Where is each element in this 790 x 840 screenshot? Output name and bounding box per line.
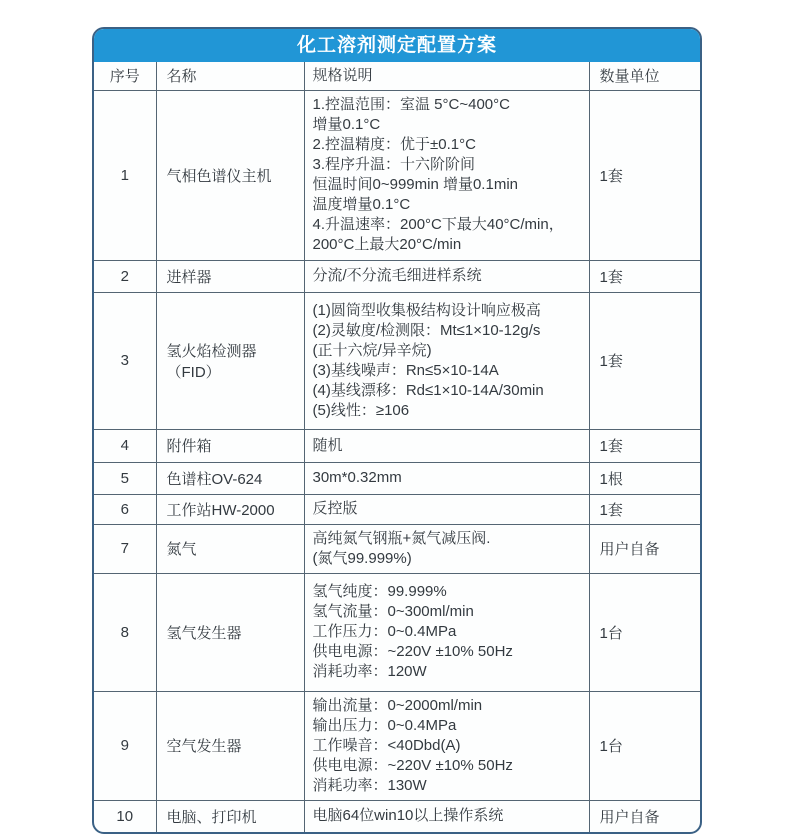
table-row bbox=[94, 800, 700, 832]
spec-line: 30m*0.32mm bbox=[312, 469, 402, 486]
item-quantity-unit: 1套 bbox=[589, 90, 700, 260]
item-name: 氢火焰检测器（FID） bbox=[156, 292, 304, 429]
spec-line: 随机 bbox=[312, 436, 343, 454]
table-row bbox=[94, 90, 700, 260]
item-specification bbox=[304, 429, 589, 462]
item-specification bbox=[304, 524, 589, 573]
spec-line: (氮气99.999%) bbox=[312, 549, 412, 567]
spec-line: 工作噪音：<40Dbd(A) bbox=[312, 736, 461, 754]
spec-line: 供电电源：~220V ±10% 50Hz bbox=[312, 643, 513, 660]
item-name: 工作站HW-2000 bbox=[156, 494, 304, 524]
row-serial-number: 7 bbox=[94, 524, 156, 573]
spec-line: 温度增量0.1°C bbox=[312, 196, 411, 213]
item-quantity-unit: 用户自备 bbox=[589, 524, 700, 573]
item-name: 氢气发生器 bbox=[156, 573, 304, 691]
item-specification bbox=[304, 800, 589, 832]
spec-line: (5)线性：≥106 bbox=[312, 401, 410, 419]
spec-line: 3.程序升温：十六阶阶间 bbox=[312, 156, 476, 173]
spec-line: 恒温时间0~999min 增量0.1min bbox=[312, 176, 518, 193]
table-row bbox=[94, 524, 700, 573]
table-row bbox=[94, 429, 700, 462]
item-quantity-unit: 1套 bbox=[589, 494, 700, 524]
spec-line: 氢气纯度：99.999% bbox=[312, 583, 447, 600]
item-specification bbox=[304, 292, 589, 429]
item-quantity-unit: 1根 bbox=[589, 462, 700, 494]
row-serial-number: 1 bbox=[94, 90, 156, 260]
header-specification: 规格说明 bbox=[304, 62, 589, 90]
spec-line: 高纯氮气钢瓶+氮气减压阀. bbox=[312, 529, 491, 547]
row-serial-number: 8 bbox=[94, 573, 156, 691]
spec-line: 电脑64位win10以上操作系统 bbox=[312, 807, 504, 825]
item-name: 进样器 bbox=[156, 260, 304, 292]
item-name: 空气发生器 bbox=[156, 691, 304, 800]
spec-line: 消耗功率：120W bbox=[312, 663, 427, 680]
item-name: 电脑、打印机 bbox=[156, 800, 304, 832]
item-specification bbox=[304, 494, 589, 524]
spec-line: 4.升温速率：200°C下最大40°C/min， bbox=[312, 216, 564, 233]
table-row bbox=[94, 260, 700, 292]
spec-line: 工作压力：0~0.4MPa bbox=[312, 623, 457, 640]
item-quantity-unit: 用户自备 bbox=[589, 800, 700, 832]
item-specification bbox=[304, 573, 589, 691]
spec-line: 消耗功率：130W bbox=[312, 776, 427, 794]
spec-line: 200°C上最大20°C/min bbox=[312, 236, 462, 253]
config-table-panel bbox=[92, 27, 702, 834]
spec-line: 1.控温范围：室温 5°C~400°C bbox=[312, 96, 510, 113]
table-row bbox=[94, 292, 700, 429]
spec-line: 增量0.1°C bbox=[312, 116, 381, 133]
item-quantity-unit: 1套 bbox=[589, 260, 700, 292]
spec-line: 反控版 bbox=[312, 500, 358, 517]
table-row bbox=[94, 494, 700, 524]
item-name: 色谱柱OV-624 bbox=[156, 462, 304, 494]
spec-line: (2)灵敏度/检测限：Mt≤1×10-12g/s bbox=[312, 321, 541, 339]
item-quantity-unit: 1套 bbox=[589, 292, 700, 429]
item-name: 附件箱 bbox=[156, 429, 304, 462]
header-item-name: 名称 bbox=[156, 62, 304, 90]
spec-line: (4)基线漂移：Rd≤1×10-14A/30min bbox=[312, 381, 544, 399]
item-specification bbox=[304, 462, 589, 494]
header-row bbox=[94, 62, 700, 90]
spec-line: 供电电源：~220V ±10% 50Hz bbox=[312, 756, 513, 774]
spec-line: 输出压力：0~0.4MPa bbox=[312, 716, 457, 734]
spec-line: 氢气流量：0~300ml/min bbox=[312, 603, 474, 620]
table-row bbox=[94, 691, 700, 800]
row-serial-number: 6 bbox=[94, 494, 156, 524]
row-serial-number: 2 bbox=[94, 260, 156, 292]
table-row bbox=[94, 462, 700, 494]
item-quantity-unit: 1台 bbox=[589, 691, 700, 800]
item-specification bbox=[304, 691, 589, 800]
header-quantity-unit: 数量单位 bbox=[589, 62, 700, 90]
row-serial-number: 4 bbox=[94, 429, 156, 462]
spec-line: (3)基线噪声：Rn≤5×10-14A bbox=[312, 361, 499, 379]
item-quantity-unit: 1套 bbox=[589, 429, 700, 462]
header-serial-number: 序号 bbox=[94, 62, 156, 90]
spec-line: 分流/不分流毛细进样系统 bbox=[312, 267, 482, 284]
item-quantity-unit: 1台 bbox=[589, 573, 700, 691]
table-row bbox=[94, 573, 700, 691]
item-specification bbox=[304, 260, 589, 292]
spec-line: 2.控温精度：优于±0.1°C bbox=[312, 136, 476, 153]
row-serial-number: 5 bbox=[94, 462, 156, 494]
table-title: 化工溶剂测定配置方案 bbox=[94, 29, 700, 62]
item-name: 气相色谱仪主机 bbox=[156, 90, 304, 260]
spec-line: (正十六烷/异辛烷) bbox=[312, 341, 432, 359]
item-name: 氮气 bbox=[156, 524, 304, 573]
config-table bbox=[94, 62, 700, 832]
spec-line: (1)圆筒型收集极结构设计响应极高 bbox=[312, 301, 541, 319]
row-serial-number: 10 bbox=[94, 800, 156, 832]
row-serial-number: 9 bbox=[94, 691, 156, 800]
row-serial-number: 3 bbox=[94, 292, 156, 429]
item-specification bbox=[304, 90, 589, 260]
spec-line: 输出流量：0~2000ml/min bbox=[312, 696, 483, 714]
